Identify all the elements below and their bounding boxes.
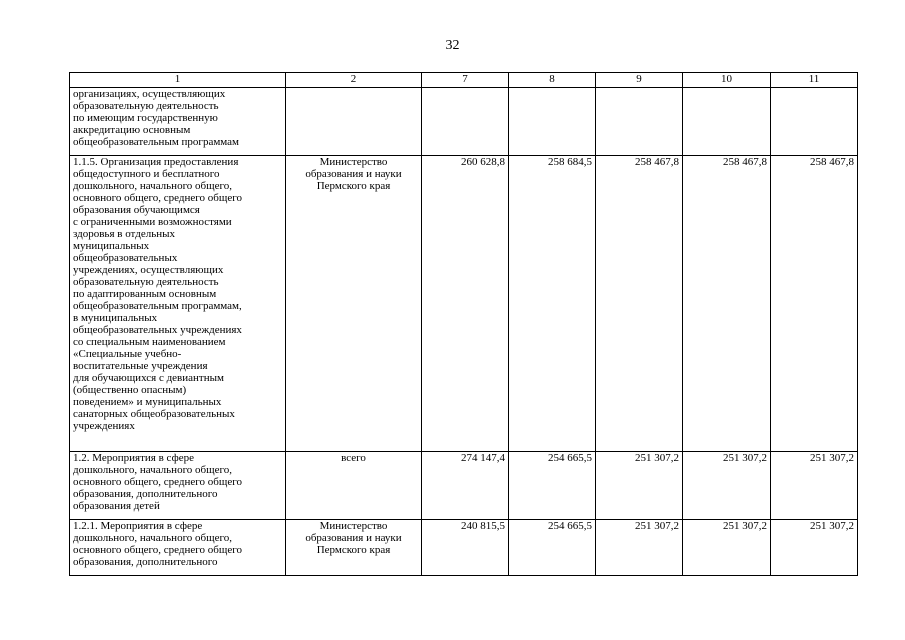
row-value [771, 88, 858, 156]
header-cell: 1 [70, 73, 286, 88]
row-value [509, 88, 596, 156]
row-value [596, 88, 683, 156]
row-value: 274 147,4 [422, 452, 509, 520]
table-row [70, 156, 858, 452]
row-executor: Министерство образования и науки Пермского края [286, 156, 422, 452]
row-description: 1.2. Мероприятия в сфере дошкольного, начального общего, основного общего, среднего общего образования, дополнительного образования детей [70, 452, 286, 520]
row-value: 251 307,2 [596, 520, 683, 576]
row-description: организациях, осуществляющих образовательную деятельность по имеющим государственную аккредитацию основным общеобразовательным программам [70, 88, 286, 156]
header-cell: 7 [422, 73, 509, 88]
row-executor: всего [286, 452, 422, 520]
table-row [70, 88, 858, 156]
row-value: 258 467,8 [683, 156, 771, 452]
row-value: 258 467,8 [771, 156, 858, 452]
row-value: 251 307,2 [596, 452, 683, 520]
row-value [422, 88, 509, 156]
row-value: 258 467,8 [596, 156, 683, 452]
table-header-row [70, 73, 858, 88]
row-value: 251 307,2 [771, 520, 858, 576]
header-cell: 2 [286, 73, 422, 88]
row-value [683, 88, 771, 156]
table-row [70, 520, 858, 576]
row-value: 251 307,2 [683, 520, 771, 576]
table-row [70, 452, 858, 520]
row-value: 260 628,8 [422, 156, 509, 452]
row-executor: Министерство образования и науки Пермского края [286, 520, 422, 576]
row-description: 1.2.1. Мероприятия в сфере дошкольного, начального общего, основного общего, среднего общего образования, дополнительного [70, 520, 286, 576]
row-value: 251 307,2 [771, 452, 858, 520]
header-cell: 8 [509, 73, 596, 88]
row-value: 240 815,5 [422, 520, 509, 576]
row-description: 1.1.5. Организация предоставления общедоступного и бесплатного дошкольного, начального общего, основного общего, среднего общего образования обучающимся с ограниченными возможностями здоровья в отдельных муниципальных общеобразовательных учреждениях, осуществляющих образовательную деятельность по адаптированным основным общеобразовательным программам, в муниципальных общеобразовательных учреждениях со специальным наименованием «Специальные учебно- воспитательные учреждения для обучающихся с девиантным (общественно опасным) поведением» и муниципальных санаторных общеобразовательных учреждениях [70, 156, 286, 452]
header-cell: 10 [683, 73, 771, 88]
page-number: 32 [445, 38, 460, 53]
row-value: 254 665,5 [509, 452, 596, 520]
header-cell: 11 [771, 73, 858, 88]
header-cell: 9 [596, 73, 683, 88]
row-value: 258 684,5 [509, 156, 596, 452]
row-value: 251 307,2 [683, 452, 771, 520]
row-executor [286, 88, 422, 156]
budget-table [69, 72, 858, 576]
row-value: 254 665,5 [509, 520, 596, 576]
